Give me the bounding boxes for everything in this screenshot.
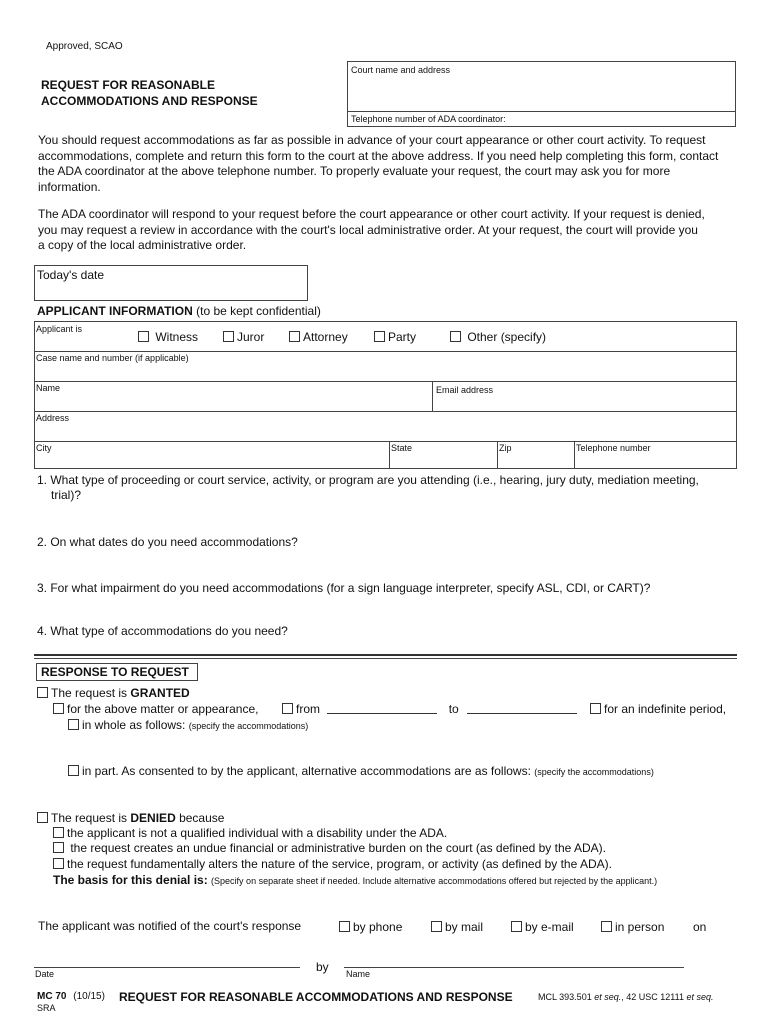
response-separator-thick <box>34 654 737 656</box>
zip-field[interactable] <box>498 442 574 469</box>
citation-mcl: MCL 393.501 <box>538 992 592 1002</box>
by-mail-option[interactable] <box>431 920 483 935</box>
reason-1-label: the applicant is not a qualified individual with a disability under the ADA. <box>67 826 448 840</box>
form-number: MC 70 <box>37 991 67 1002</box>
form-title-line2: ACCOMMODATIONS AND RESPONSE <box>41 94 258 108</box>
by-mail-checkbox[interactable] <box>431 921 442 932</box>
reason-3-row[interactable] <box>53 857 612 872</box>
question-1-line2: trial)? <box>51 488 82 502</box>
applicant-info-table <box>34 321 737 469</box>
email-label: Email address <box>436 385 494 395</box>
footer-citation <box>538 992 714 1002</box>
question-2: 2. On what dates do you need accommodations? <box>37 535 298 549</box>
in-part-row[interactable] <box>68 764 654 780</box>
footer-sra: SRA <box>37 1003 56 1013</box>
state-field[interactable] <box>390 442 497 469</box>
todays-date-field[interactable] <box>34 265 308 301</box>
granted-prefix: The request is <box>51 686 128 700</box>
city-label: City <box>36 443 52 453</box>
applicant-info-heading <box>37 304 321 319</box>
by-mail-label: by mail <box>445 920 484 934</box>
phone-label: Telephone number <box>576 443 651 453</box>
by-phone-option[interactable] <box>339 920 402 935</box>
signer-name-label: Name <box>346 969 371 979</box>
juror-label: Juror <box>237 330 265 344</box>
court-name-label: Court name and address <box>351 65 451 75</box>
name-field[interactable] <box>35 382 432 411</box>
in-part-label: in part. As consented to by the applicant, alternative accommodations are as follows: <box>82 764 531 778</box>
footer-title: REQUEST FOR REASONABLE ACCOMMODATIONS AND RESPONSE <box>119 990 513 1004</box>
option-party[interactable] <box>374 330 416 345</box>
footer-form-id <box>37 991 105 1002</box>
name-signature-line[interactable] <box>344 967 684 968</box>
option-other[interactable] <box>450 330 546 345</box>
intro-p2-line1: The ADA coordinator will respond to your request before the court appearance or other court activity. If your request is denied, <box>38 207 705 221</box>
basis-note: (Specify on separate sheet if needed. Include alternative accommodations offered but rejected by the applicant.) <box>211 876 658 886</box>
case-name-field[interactable] <box>35 352 736 381</box>
on-label: on <box>693 920 707 934</box>
indefinite-row[interactable] <box>590 702 726 717</box>
other-label: Other (specify) <box>467 330 547 344</box>
name-label: Name <box>36 383 61 393</box>
form-title-line1: REQUEST FOR REASONABLE <box>41 78 216 92</box>
citation-et-seq-1: et seq. <box>594 992 622 1002</box>
notified-label: The applicant was notified of the court's response <box>38 919 302 933</box>
response-separator-thin <box>34 658 737 659</box>
intro-p2-line3: a copy of the local administrative order. <box>38 238 247 252</box>
option-witness[interactable] <box>138 330 198 345</box>
intro-paragraph-2 <box>38 207 738 254</box>
by-label: by <box>316 960 329 974</box>
from-label: from <box>296 702 320 716</box>
other-checkbox[interactable] <box>450 331 461 342</box>
phone-field[interactable] <box>575 442 736 469</box>
date-range-checkbox[interactable] <box>282 703 293 714</box>
in-person-option[interactable] <box>601 920 664 935</box>
basis-row <box>53 873 657 889</box>
by-email-option[interactable] <box>511 920 574 935</box>
reason-3-label: the request fundamentally alters the nature of the service, program, or activity (as defined by the ADA). <box>67 857 612 871</box>
indefinite-label: for an indefinite period, <box>604 702 727 716</box>
in-person-label: in person <box>615 920 665 934</box>
by-phone-label: by phone <box>353 920 403 934</box>
to-date-line[interactable] <box>467 703 577 714</box>
form-revision: (10/15) <box>73 991 105 1002</box>
by-email-checkbox[interactable] <box>511 921 522 932</box>
date-range-row[interactable] <box>282 702 577 717</box>
granted-checkbox[interactable] <box>37 687 48 698</box>
granted-row[interactable] <box>37 686 190 701</box>
city-field[interactable] <box>35 442 389 469</box>
basis-label: The basis for this denial is: <box>53 873 208 887</box>
by-email-label: by e-mail <box>525 920 574 934</box>
intro-p1-line2: accommodations, complete and return this form to the court at the above address. If you need help completing this form, contact <box>38 148 719 163</box>
option-juror[interactable] <box>223 330 264 345</box>
in-whole-checkbox[interactable] <box>68 719 79 730</box>
question-1 <box>37 473 699 503</box>
in-part-note: (specify the accommodations) <box>534 767 654 777</box>
citation-usc: , 42 USC 12111 <box>621 992 684 1002</box>
todays-date-label: Today's date <box>37 268 105 282</box>
address-field[interactable] <box>35 412 736 441</box>
in-person-checkbox[interactable] <box>601 921 612 932</box>
court-box-divider <box>348 111 735 112</box>
zip-label: Zip <box>499 443 512 453</box>
intro-p2-line2: you may request a review in accordance with the court's local administrative order. At your request, the court will provide you <box>38 222 698 237</box>
intro-paragraph-1 <box>38 133 738 195</box>
denied-row[interactable] <box>37 811 224 826</box>
date-signature-line[interactable] <box>34 967 300 968</box>
reason-2-checkbox[interactable] <box>53 842 64 853</box>
date-label: Date <box>35 969 55 979</box>
granted-word: GRANTED <box>130 686 190 700</box>
intro-p1-line4: information. <box>38 179 101 194</box>
in-whole-note: (specify the accommodations) <box>188 721 309 731</box>
witness-checkbox[interactable] <box>138 331 149 342</box>
attorney-checkbox[interactable] <box>289 331 300 342</box>
court-info-box[interactable] <box>347 61 736 127</box>
above-matter-label: for the above matter or appearance, <box>67 702 259 716</box>
option-attorney[interactable] <box>289 330 348 345</box>
from-date-line[interactable] <box>327 703 437 714</box>
party-checkbox[interactable] <box>374 331 385 342</box>
case-name-label: Case name and number (if applicable) <box>36 353 189 363</box>
in-part-checkbox[interactable] <box>68 765 79 776</box>
question-1-line1: 1. What type of proceeding or court service, activity, or program are you attending (i.e., hearing, jury duty, mediation meeting, <box>37 473 699 487</box>
above-matter-row[interactable] <box>53 702 258 717</box>
question-4: 4. What type of accommodations do you need? <box>37 624 288 638</box>
reason-1-checkbox[interactable] <box>53 827 64 838</box>
by-phone-checkbox[interactable] <box>339 921 350 932</box>
applicant-heading-text: APPLICANT INFORMATION <box>37 304 193 318</box>
witness-label: Witness <box>155 330 199 344</box>
indefinite-checkbox[interactable] <box>590 703 601 714</box>
response-heading: RESPONSE TO REQUEST <box>36 663 198 681</box>
to-label: to <box>448 702 459 716</box>
reason-2-row[interactable] <box>53 841 606 856</box>
email-field[interactable] <box>433 382 736 411</box>
in-whole-label: in whole as follows: <box>82 718 186 732</box>
intro-p1-line3: the ADA coordinator at the above telephone number. To properly evaluate your request, the court may ask you for more <box>38 164 671 178</box>
reason-3-checkbox[interactable] <box>53 858 64 869</box>
intro-p1-line1: You should request accommodations as far as possible in advance of your court appearance or other court activity. To request <box>38 133 706 147</box>
denied-checkbox[interactable] <box>37 812 48 823</box>
attorney-label: Attorney <box>303 330 348 344</box>
denied-prefix: The request is <box>51 811 128 825</box>
question-3: 3. For what impairment do you need accommodations (for a sign language interpreter, specify ASL, CDI, or CART)? <box>37 581 651 595</box>
applicant-is-label: Applicant is <box>36 324 83 334</box>
denied-word: DENIED <box>130 811 176 825</box>
approved-scao: Approved, SCAO <box>46 41 123 52</box>
ada-phone-label: Telephone number of ADA coordinator: <box>351 114 506 124</box>
citation-et-seq-2: et seq. <box>686 992 714 1002</box>
address-label: Address <box>36 413 70 423</box>
above-matter-checkbox[interactable] <box>53 703 64 714</box>
reason-2-label: the request creates an undue financial or administrative burden on the court (as defined by the ADA). <box>70 841 606 855</box>
in-whole-row[interactable] <box>68 718 308 734</box>
reason-1-row[interactable] <box>53 826 447 841</box>
party-label: Party <box>388 330 417 344</box>
applicant-heading-note: (to be kept confidential) <box>196 304 321 318</box>
state-label: State <box>391 443 413 453</box>
denied-suffix: because <box>179 811 225 825</box>
juror-checkbox[interactable] <box>223 331 234 342</box>
